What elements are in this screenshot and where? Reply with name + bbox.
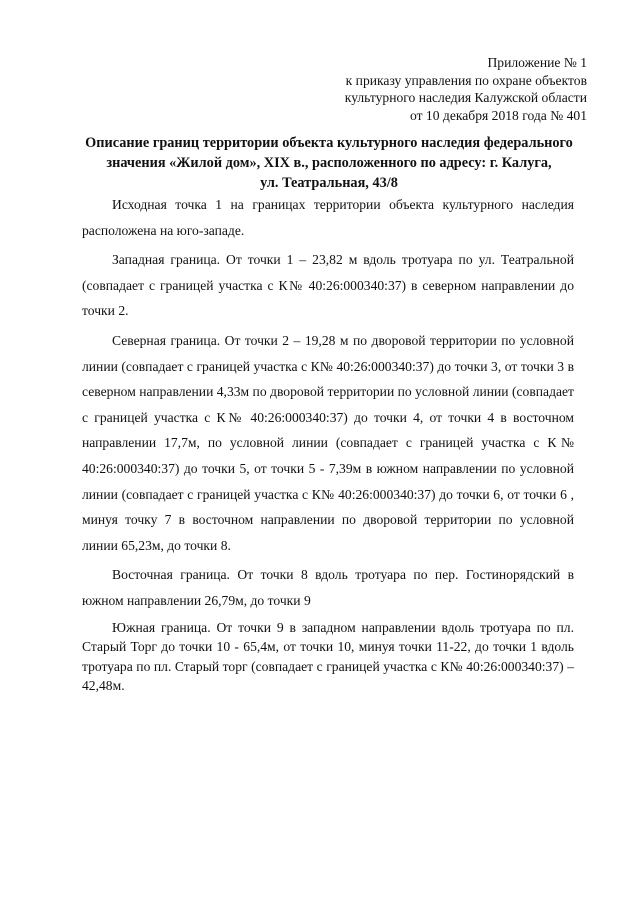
paragraph-west-border: Западная граница. От точки 1 – 23,82 м вдоль тротуара по ул. Театральной (совпадает с границей участка с К№ 40:26:000340:37) в северном направлении до точки 2. bbox=[82, 252, 574, 319]
appendix-date: от 10 декабря 2018 года № 401 bbox=[409, 107, 587, 123]
document-body bbox=[82, 192, 574, 700]
title-line-3: ул. Театральная, 43/8 bbox=[260, 175, 398, 191]
paragraph-east-border: Восточная граница. От точки 8 вдоль тротуара по пер. Гостинорядский в южном направлении 26,79м, до точки 9 bbox=[82, 567, 574, 608]
appendix-order-ref: к приказу управления по охране объектов bbox=[345, 72, 587, 88]
title-line-1: Описание границ территории объекта культурного наследия федерального bbox=[85, 135, 573, 151]
appendix-header bbox=[287, 54, 587, 124]
title-line-2: значения «Жилой дом», XIX в., расположенного по адресу: г. Калуга, bbox=[106, 155, 552, 171]
appendix-authority: культурного наследия Калужской области bbox=[344, 90, 587, 105]
appendix-number: Приложение № 1 bbox=[487, 55, 587, 70]
paragraph-south-border: Южная граница. От точки 9 в западном направлении вдоль тротуара по пл. Старый Торг до точки 10 - 65,4м, от точки 10, минуя точки 11-22, до точки 1 вдоль тротуара по пл. Старый торг (совпадает с границей участка с К№ 40:26:000340:37) – 42,48м. bbox=[82, 619, 574, 693]
paragraph-starting-point: Исходная точка 1 на границах территории объекта культурного наследия расположена на юго-западе. bbox=[82, 197, 574, 238]
document-title bbox=[70, 133, 588, 193]
paragraph-north-border: Северная граница. От точки 2 – 19,28 м по дворовой территории по условной линии (совпадает с границей участка с К№ 40:26:000340:37) до точки 3, от точки 3 в северном направлении 4,33м по дворовой территории по условной линии (совпадает с границей участка с К№ 40:26:000340:37) до точки 4, от точки 4 в восточном направлении 17,7м, по условной линии (совпадает с границей участка с К№ 40:26:000340:37) до точки 5, от точки 5 - 7,39м в южном направлении по условной линии (совпадает с границей участка с К№ 40:26:000340:37) до точки 6, от точки 6 , минуя точку 7 в восточном направлении по дворовой территории по условной линии 65,23м, до точки 8. bbox=[82, 332, 574, 553]
